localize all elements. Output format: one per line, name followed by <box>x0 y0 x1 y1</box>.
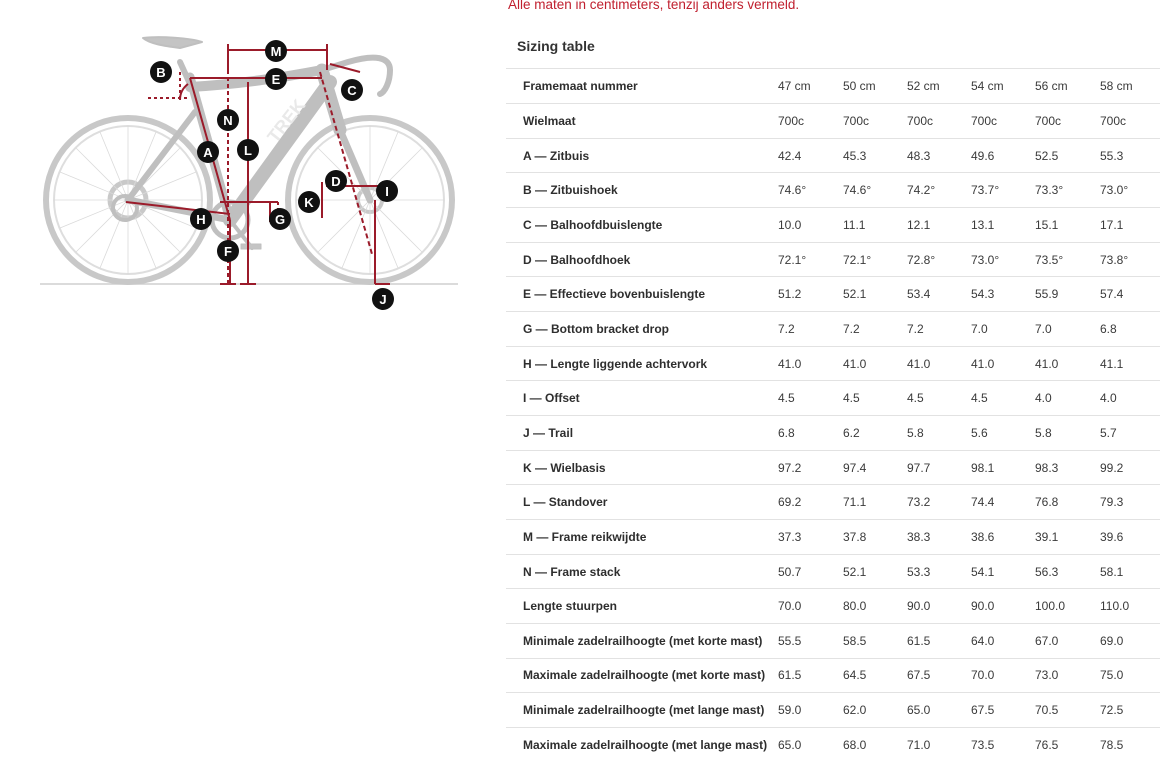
table-cell: 56.3 <box>1035 554 1100 589</box>
table-cell: 98.3 <box>1035 450 1100 485</box>
table-cell: 700c <box>1035 104 1100 139</box>
table-cell: 55.3 <box>1100 138 1160 173</box>
table-row <box>506 104 1160 139</box>
table-cell: 67.0 <box>1035 624 1100 659</box>
table-cell: 72.1° <box>843 242 907 277</box>
table-cell: 70.0 <box>971 658 1035 693</box>
table-cell: 42.4 <box>778 138 843 173</box>
sizing-table-panel <box>506 28 1160 762</box>
table-cell: 41.0 <box>778 346 843 381</box>
row-label: Minimale zadelrailhoogte (met lange mast) <box>506 693 778 728</box>
table-cell: 7.2 <box>907 312 971 347</box>
table-cell: 5.8 <box>1035 416 1100 451</box>
table-cell: 7.2 <box>778 312 843 347</box>
svg-text:F: F <box>224 244 232 259</box>
table-cell: 74.6° <box>778 173 843 208</box>
table-cell: 76.8 <box>1035 485 1100 520</box>
table-row <box>506 416 1160 451</box>
table-cell: 97.7 <box>907 450 971 485</box>
table-cell: 90.0 <box>907 589 971 624</box>
table-cell: 73.0 <box>1035 658 1100 693</box>
table-cell: 55.9 <box>1035 277 1100 312</box>
row-label: N — Frame stack <box>506 554 778 589</box>
label-badge-g <box>269 208 291 230</box>
table-cell: 64.5 <box>843 658 907 693</box>
svg-text:N: N <box>223 113 233 128</box>
table-cell: 58.1 <box>1100 554 1160 589</box>
row-label: H — Lengte liggende achtervork <box>506 346 778 381</box>
table-cell: 56 cm <box>1035 69 1100 104</box>
row-label: Minimale zadelrailhoogte (met korte mast) <box>506 624 778 659</box>
row-label: K — Wielbasis <box>506 450 778 485</box>
table-cell: 69.0 <box>1100 624 1160 659</box>
table-cell: 7.0 <box>1035 312 1100 347</box>
svg-text:I: I <box>385 184 389 199</box>
table-cell: 4.5 <box>778 381 843 416</box>
sizing-table <box>506 69 1160 762</box>
table-cell: 41.0 <box>843 346 907 381</box>
table-cell: 62.0 <box>843 693 907 728</box>
table-cell: 69.2 <box>778 485 843 520</box>
table-cell: 59.0 <box>778 693 843 728</box>
table-row <box>506 589 1160 624</box>
table-cell: 72.1° <box>778 242 843 277</box>
table-cell: 70.5 <box>1035 693 1100 728</box>
table-cell: 10.0 <box>778 208 843 243</box>
table-row <box>506 173 1160 208</box>
table-cell: 15.1 <box>1035 208 1100 243</box>
table-row <box>506 727 1160 762</box>
table-cell: 73.5° <box>1035 242 1100 277</box>
table-cell: 110.0 <box>1100 589 1160 624</box>
row-label: Maximale zadelrailhoogte (met lange mast) <box>523 738 768 753</box>
label-badge-e <box>265 68 287 90</box>
table-cell: 4.0 <box>1035 381 1100 416</box>
table-row <box>506 624 1160 659</box>
table-cell: 45.3 <box>843 138 907 173</box>
row-label: Maximale zadelrailhoogte (met korte mast) <box>506 658 778 693</box>
label-badge-n <box>217 109 239 131</box>
table-cell: 72.8° <box>907 242 971 277</box>
table-cell: 50.7 <box>778 554 843 589</box>
table-cell: 700c <box>843 104 907 139</box>
table-cell: 64.0 <box>971 624 1035 659</box>
table-cell: 49.6 <box>971 138 1035 173</box>
table-cell: 4.5 <box>843 381 907 416</box>
table-cell: 68.0 <box>843 738 867 753</box>
table-cell: 73.0° <box>1100 173 1160 208</box>
table-row <box>506 69 1160 104</box>
table-cell: 47 cm <box>778 69 843 104</box>
table-cell: 52.1 <box>843 554 907 589</box>
table-cell: 52.5 <box>1035 138 1100 173</box>
table-cell: 58 cm <box>1100 69 1160 104</box>
table-cell: 57.4 <box>1100 277 1160 312</box>
label-badge-a <box>197 141 219 163</box>
table-cell: 6.2 <box>843 416 907 451</box>
table-cell: 39.1 <box>1035 520 1100 555</box>
label-badge-b <box>150 61 172 83</box>
table-cell: 700c <box>907 104 971 139</box>
brand-mark: TREK <box>263 95 310 147</box>
table-cell: 37.3 <box>778 520 843 555</box>
table-cell: 90.0 <box>971 589 1035 624</box>
row-label: M — Frame reikwijdte <box>506 520 778 555</box>
table-cell: 67.5 <box>907 658 971 693</box>
label-badge-f <box>217 240 239 262</box>
table-row <box>506 208 1160 243</box>
sizing-table-title: Sizing table <box>506 28 1160 69</box>
table-row <box>506 312 1160 347</box>
table-cell: 5.6 <box>971 416 1035 451</box>
table-cell: 73.3° <box>1035 173 1100 208</box>
table-cell: 74.2° <box>907 173 971 208</box>
table-cell: 38.6 <box>971 520 1035 555</box>
table-cell: 6.8 <box>778 416 843 451</box>
table-cell: 41.0 <box>907 346 971 381</box>
svg-text:K: K <box>304 195 314 210</box>
table-cell: 17.1 <box>1100 208 1160 243</box>
svg-text:D: D <box>331 174 341 189</box>
row-label: Lengte stuurpen <box>506 589 778 624</box>
table-row <box>506 554 1160 589</box>
svg-text:M: M <box>270 44 282 59</box>
table-cell: 38.3 <box>907 520 971 555</box>
table-cell: 97.2 <box>778 450 843 485</box>
table-cell: 71.0 <box>907 738 931 753</box>
table-cell: 76.5 <box>1035 738 1059 753</box>
table-cell: 41.0 <box>971 346 1035 381</box>
table-cell: 79.3 <box>1100 485 1160 520</box>
table-cell: 700c <box>778 104 843 139</box>
table-cell: 50 cm <box>843 69 907 104</box>
table-cell: 99.2 <box>1100 450 1160 485</box>
table-cell: 7.0 <box>971 312 1035 347</box>
row-label: B — Zitbuishoek <box>506 173 778 208</box>
svg-text:H: H <box>196 212 206 227</box>
table-cell: 98.1 <box>971 450 1035 485</box>
table-cell: 5.7 <box>1100 416 1160 451</box>
label-badge-i <box>376 180 398 202</box>
table-cell: 700c <box>971 104 1035 139</box>
table-cell: 71.1 <box>843 485 907 520</box>
table-row <box>506 520 1160 555</box>
table-cell: 73.0° <box>971 242 1035 277</box>
table-cell: 39.6 <box>1100 520 1160 555</box>
table-cell: 4.0 <box>1100 381 1160 416</box>
table-cell: 6.8 <box>1100 312 1160 347</box>
table-cell: 58.5 <box>843 624 907 659</box>
table-row <box>506 277 1160 312</box>
table-cell: 54 cm <box>971 69 1035 104</box>
table-cell: 5.8 <box>907 416 971 451</box>
row-label: I — Offset <box>506 381 778 416</box>
table-cell: 73.2 <box>907 485 971 520</box>
table-row <box>506 138 1160 173</box>
table-row <box>506 693 1160 728</box>
label-badge-h <box>190 208 212 230</box>
table-cell: 52.1 <box>843 277 907 312</box>
table-cell: 72.5 <box>1100 693 1160 728</box>
table-cell: 78.5 <box>1100 738 1124 753</box>
table-cell: 65.0 <box>778 738 802 753</box>
row-label: J — Trail <box>506 416 778 451</box>
svg-text:E: E <box>271 72 281 87</box>
table-cell: 55.5 <box>778 624 843 659</box>
table-cell: 13.1 <box>971 208 1035 243</box>
table-cell: 54.3 <box>971 277 1035 312</box>
label-badge-m <box>265 40 287 62</box>
row-label: L — Standover <box>506 485 778 520</box>
table-cell: 7.2 <box>843 312 907 347</box>
row-label: E — Effectieve bovenbuislengte <box>506 277 778 312</box>
table-cell: 12.1 <box>907 208 971 243</box>
table-cell: 4.5 <box>907 381 971 416</box>
row-label: D — Balhoofdhoek <box>506 242 778 277</box>
svg-text:L: L <box>244 143 252 158</box>
svg-text:C: C <box>347 83 357 98</box>
table-cell: 70.0 <box>778 589 843 624</box>
svg-text:J: J <box>379 292 387 307</box>
table-cell: 41.0 <box>1035 346 1100 381</box>
label-badge-l <box>237 139 259 161</box>
table-cell: 67.5 <box>971 693 1035 728</box>
row-label: Framemaat nummer <box>506 69 778 104</box>
table-cell: 100.0 <box>1035 589 1100 624</box>
svg-text:B: B <box>156 65 166 80</box>
table-cell: 53.3 <box>907 554 971 589</box>
table-cell: 48.3 <box>907 138 971 173</box>
bike-geometry-diagram <box>30 22 470 322</box>
svg-text:G: G <box>274 212 286 227</box>
table-row <box>506 381 1160 416</box>
table-cell: 61.5 <box>778 658 843 693</box>
table-row <box>506 450 1160 485</box>
label-badge-k <box>298 191 320 213</box>
label-badge-c <box>341 79 363 101</box>
table-row <box>506 658 1160 693</box>
measurement-notice: Alle maten in centimeters, tenzij anders vermeld. <box>508 0 800 12</box>
table-cell: 73.8° <box>1100 242 1160 277</box>
table-row <box>506 242 1160 277</box>
table-cell: 73.5 <box>971 738 995 753</box>
svg-text:A: A <box>203 145 213 160</box>
table-cell: 54.1 <box>971 554 1035 589</box>
row-label: G — Bottom bracket drop <box>506 312 778 347</box>
table-cell: 73.7° <box>971 173 1035 208</box>
row-label: C — Balhoofdbuislengte <box>506 208 778 243</box>
table-cell: 11.1 <box>843 208 907 243</box>
label-badge-d <box>325 170 347 192</box>
table-cell: 75.0 <box>1100 658 1160 693</box>
table-cell: 65.0 <box>907 693 971 728</box>
table-cell: 80.0 <box>843 589 907 624</box>
table-cell: 37.8 <box>843 520 907 555</box>
label-badge-j <box>372 288 394 310</box>
table-cell: 52 cm <box>907 69 971 104</box>
table-cell: 4.5 <box>971 381 1035 416</box>
table-cell: 51.2 <box>778 277 843 312</box>
table-row <box>506 485 1160 520</box>
row-label: Wielmaat <box>506 104 778 139</box>
table-cell: 41.1 <box>1100 346 1160 381</box>
table-cell: 53.4 <box>907 277 971 312</box>
table-cell: 74.6° <box>843 173 907 208</box>
table-cell: 97.4 <box>843 450 907 485</box>
row-label: A — Zitbuis <box>506 138 778 173</box>
table-row <box>506 346 1160 381</box>
table-cell: 74.4 <box>971 485 1035 520</box>
table-cell: 61.5 <box>907 624 971 659</box>
table-cell: 700c <box>1100 104 1160 139</box>
